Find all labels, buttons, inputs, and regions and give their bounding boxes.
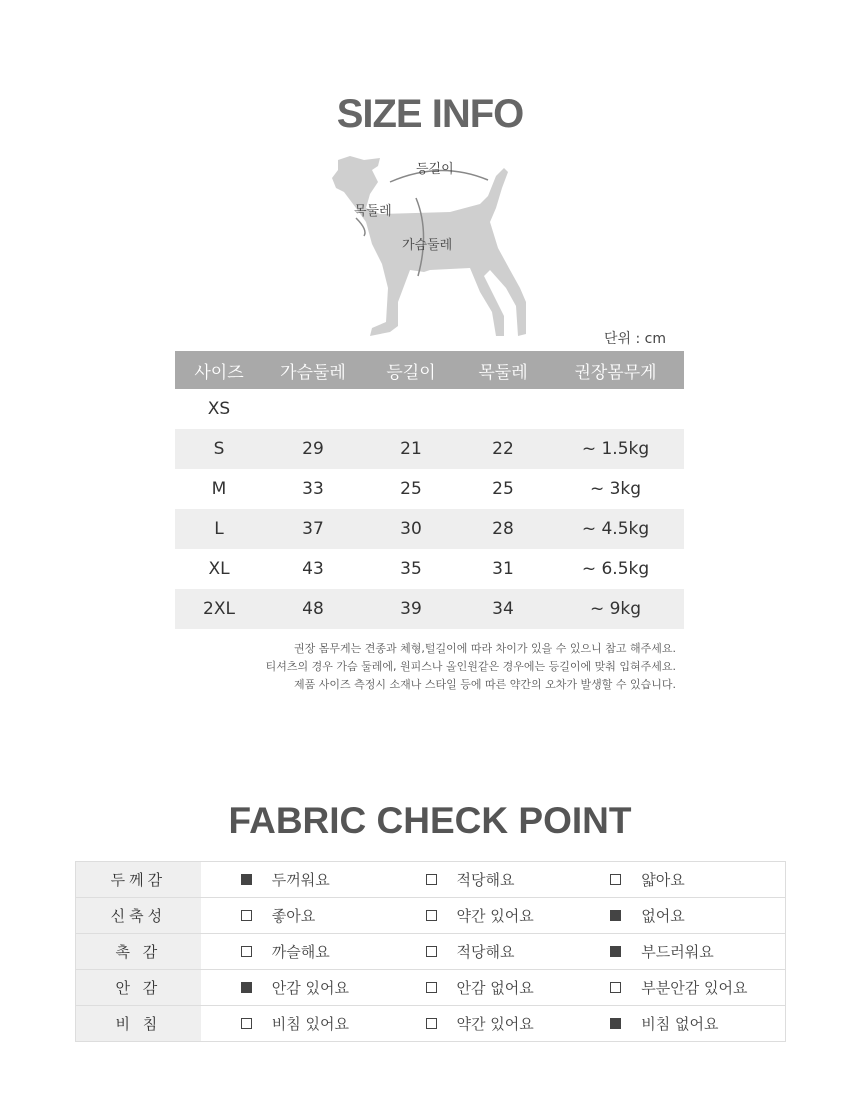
note-line: 제품 사이즈 측정시 소재나 스타일 등에 따른 약간의 오차가 발생할 수 있습니다. [294,678,676,691]
unchecked-box-icon [610,982,621,993]
fabric-option-label: 얇아요 [641,871,685,889]
fabric-option-label: 적당해요 [456,871,515,889]
cell-weight: ~ 1.5kg [581,439,650,459]
fabric-row-label: 두께감 [75,862,201,897]
fabric-option [386,862,571,897]
fabric-option [386,898,571,933]
fabric-table [75,861,786,1042]
cell-neck: 34 [492,599,514,619]
dog-diagram [320,152,550,342]
fabric-option [386,1006,571,1041]
fabric-option [570,970,785,1005]
fabric-option [570,1006,785,1041]
cell-back-length: 35 [400,559,422,579]
fabric-option-label: 까슬해요 [271,943,330,961]
cell-neck: 22 [492,439,514,459]
fabric-option [570,898,785,933]
unchecked-box-icon [241,1018,252,1029]
cell-size: S [213,439,225,459]
cell-weight: ~ 3kg [589,479,642,499]
table-row [175,549,684,589]
fabric-option-label: 약간 있어요 [456,907,534,925]
fabric-row-label: 안 감 [75,970,201,1005]
unchecked-box-icon [426,982,437,993]
fabric-row-label: 촉 감 [75,934,201,969]
cell-weight: ~ 6.5kg [581,559,650,579]
checked-box-icon [610,910,621,921]
header-back-length: 등길이 [386,362,436,383]
fabric-option [570,934,785,969]
cell-back-length: 21 [400,439,422,459]
cell-neck: 28 [492,519,514,539]
fabric-option-label: 안감 있어요 [271,979,349,997]
checked-box-icon [610,946,621,957]
back-length-label: 등길이 [416,162,454,177]
table-row [175,589,684,629]
unit-label: 단위 : cm [604,331,667,347]
cell-back-length: 30 [400,519,422,539]
fabric-option-label: 부분안감 있어요 [641,979,748,997]
fabric-option [201,934,386,969]
checked-box-icon [241,982,252,993]
cell-weight: ~ 9kg [589,599,642,619]
fabric-option-label: 약간 있어요 [456,1015,534,1033]
cell-back-length: 25 [400,479,422,499]
size-notes [160,640,676,694]
table-row [175,429,684,469]
cell-chest: 43 [302,559,324,579]
table-row [175,389,684,429]
fabric-option-label: 없어요 [641,907,685,925]
fabric-row [75,898,785,934]
checked-box-icon [241,874,252,885]
neck-label: 목둘레 [354,204,392,219]
table-row [175,509,684,549]
fabric-option [201,898,386,933]
table-row [175,469,684,509]
fabric-option [386,934,571,969]
unchecked-box-icon [610,874,621,885]
fabric-option [570,862,785,897]
fabric-row [75,970,785,1006]
size-table [175,351,684,629]
fabric-option-label: 두꺼워요 [271,871,330,889]
header-neck: 목둘레 [478,362,528,383]
fabric-row [75,1006,785,1042]
fabric-row-label: 비 침 [75,1006,201,1041]
chest-label: 가슴둘레 [402,238,453,253]
fabric-option-label: 안감 없어요 [456,979,534,997]
fabric-option [201,1006,386,1041]
cell-size: M [211,479,227,499]
cell-neck: 25 [492,479,514,499]
unchecked-box-icon [241,946,252,957]
checked-box-icon [610,1018,621,1029]
cell-chest: 48 [302,599,324,619]
fabric-option-label: 적당해요 [456,943,515,961]
cell-size: L [214,519,224,539]
unchecked-box-icon [426,874,437,885]
header-chest: 가슴둘레 [280,362,346,383]
unchecked-box-icon [426,1018,437,1029]
fabric-option [386,970,571,1005]
note-line: 티셔츠의 경우 가슴 둘레에, 원피스나 올인원같은 경우에는 등길이에 맞춰 입혀주세요. [265,660,676,673]
cell-weight: ~ 4.5kg [581,519,650,539]
cell-size: XL [208,559,230,579]
fabric-row [75,862,785,898]
cell-chest: 33 [302,479,324,499]
fabric-row [75,934,785,970]
cell-size: XS [207,399,231,419]
size-info-title: SIZE INFO [336,92,524,136]
unchecked-box-icon [241,910,252,921]
fabric-option-label: 비침 있어요 [271,1015,349,1033]
unchecked-box-icon [426,910,437,921]
size-table-header [175,351,684,389]
cell-size: 2XL [203,599,235,619]
header-size: 사이즈 [194,362,244,383]
unchecked-box-icon [426,946,437,957]
fabric-title: FABRIC CHECK POINT [228,800,632,841]
note-line: 권장 몸무게는 견종과 체형,털길이에 따라 차이가 있을 수 있으니 참고 해주세요. [294,642,676,655]
fabric-option-label: 좋아요 [271,907,316,925]
fabric-option-label: 비침 없어요 [641,1015,719,1033]
cell-chest: 37 [302,519,324,539]
fabric-option [201,862,386,897]
cell-neck: 31 [492,559,514,579]
cell-chest: 29 [302,439,324,459]
header-weight: 권장몸무게 [574,362,657,383]
fabric-option-label: 부드러워요 [641,943,714,961]
cell-back-length: 39 [400,599,422,619]
fabric-option [201,970,386,1005]
fabric-row-label: 신축성 [75,898,201,933]
